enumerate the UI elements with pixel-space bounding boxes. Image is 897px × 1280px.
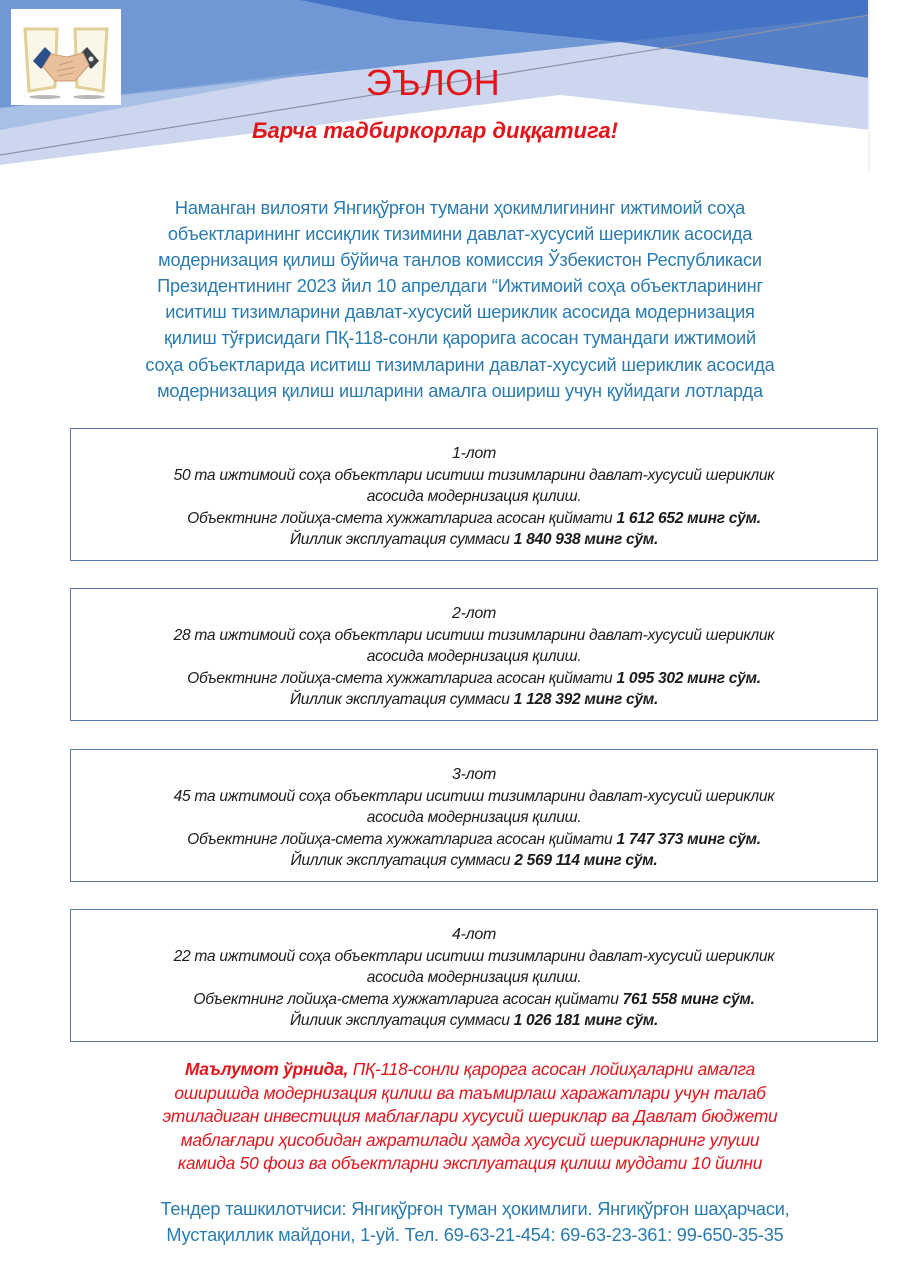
notice-line: Маълумот ўрнида, ПҚ-118-сонли қарорга асосан лойиҳаларни амалга xyxy=(184,1059,756,1079)
lot-description: 28 та ижтимоий соҳа объектлари иситиш тизимларини давлат-хусусий шериклик xyxy=(173,626,775,644)
lot-cost-value: 1 095 302 минг сўм. xyxy=(616,669,761,687)
intro-line: модернизация қилиш бўйича танлов комиссия Ўзбекистон Республикаси xyxy=(158,250,762,271)
footer-line: Мустақиллик майдони, 1-уй. Тел. 69-63-21-454: 69-63-23-361: 99-650-35-35 xyxy=(166,1225,784,1245)
footer-line: Тендер ташкилотчиси: Янгиқўрғон туман ҳокимлиги. Янгиқўрғон шаҳарчаси, xyxy=(160,1199,790,1219)
lot-description: 22 та ижтимоий соҳа объектлари иситиш тизимларини давлат-хусусий шериклик xyxy=(173,947,775,965)
intro-line: иситиш тизимларини давлат-хусусий шериклик асосида модернизация xyxy=(165,302,755,323)
lot-cost-value: 1 612 652 минг сўм. xyxy=(616,509,761,527)
notice-line: этиладиган инвестиция маблағлари хусусий шериклар ва Давлат бюджети xyxy=(162,1106,778,1127)
organizer-contact xyxy=(70,1196,880,1248)
lot-annual-value: 1 128 392 минг сўм. xyxy=(513,691,659,708)
intro-line: соҳа объектларида иситиш тизимларини давлат-хусусий шериклик асосида xyxy=(145,354,775,375)
lot-cost-value: 1 747 373 минг сўм. xyxy=(616,830,761,848)
intro-line: Наманган вилояти Янгиқўрғон тумани ҳокимлигининг ижтимоий соҳа xyxy=(174,198,746,218)
lot-cost: Объектнинг лойиҳа-смета хужжатларига асосан қиймати 1 612 652 минг сўм. xyxy=(187,509,761,527)
lot-card-2 xyxy=(70,588,878,721)
intro-line: Президентининг 2023 йил 10 апрелдаги “Ижтимоий соҳа объектларининг xyxy=(157,276,763,297)
intro-line: модернизация қилиш ишларини амалга ошириш учун қуйидаги лотларда xyxy=(157,380,763,401)
lot-annual: Йиллик эксплуатация суммаси 1 840 938 минг сўм. xyxy=(289,531,659,548)
lot-cost: Объектнинг лойиҳа-смета хужжатларига асосан қиймати 1 095 302 минг сўм. xyxy=(187,669,761,687)
lot-title: 4-лот xyxy=(452,926,496,943)
lot-cost-value: 761 558 минг сўм. xyxy=(622,990,755,1008)
notice-line: маблағлари ҳисобидан ажратилади ҳамда хусусий шерикларнинг улуши xyxy=(180,1129,760,1150)
lot-description: асосида модернизация қилиш. xyxy=(366,648,582,665)
lot-description: асосида модернизация қилиш. xyxy=(366,809,582,826)
lot-card-1 xyxy=(70,428,878,561)
lot-annual: Йиллик эксплуатация суммаси 1 128 392 минг сўм. xyxy=(289,691,659,708)
lot-title: 3-лот xyxy=(452,766,496,783)
lot-card-3 xyxy=(70,749,878,882)
intro-line: объектларининг иссиқлик тизимини давлат-хусусий шериклик асосида xyxy=(167,224,753,245)
lot-cost: Объектнинг лойиҳа-смета хужжатларига асосан қиймати 761 558 минг сўм. xyxy=(193,990,755,1008)
lot-description: 50 та ижтимоий соҳа объектлари иситиш тизимларини давлат-хусусий шериклик xyxy=(173,466,775,484)
lot-description: асосида модернизация қилиш. xyxy=(366,488,582,505)
lot-annual-value: 2 569 114 минг сўм. xyxy=(514,852,658,869)
lot-annual-value: 1 026 181 минг сўм. xyxy=(513,1012,658,1029)
lot-card-4 xyxy=(70,909,878,1042)
notice-line: камида 50 фоиз ва объектларни эксплуатация қилиш муддати 10 йилни xyxy=(177,1153,763,1174)
lot-title: 2-лот xyxy=(452,605,496,622)
lot-annual: Йилиик эксплуатация суммаси 1 026 181 минг сўм. xyxy=(290,1012,658,1029)
lot-annual-value: 1 840 938 минг сўм. xyxy=(513,531,659,548)
page-title: ЭЪЛОН xyxy=(365,62,501,103)
page-subtitle: Барча тадбиркорлар диққатига! xyxy=(251,118,619,143)
notice-paragraph xyxy=(95,1058,845,1176)
lot-annual: Йиллик эксплуатация суммаси 2 569 114 минг сўм. xyxy=(290,852,658,869)
lot-title: 1-лот xyxy=(452,445,496,462)
notice-lead: Маълумот ўрнида, xyxy=(184,1059,349,1079)
intro-line: қилиш тўғрисидаги ПҚ-118-сонли қарорига асосан тумандаги ижтимоий xyxy=(164,328,756,349)
lot-description: асосида модернизация қилиш. xyxy=(366,969,582,986)
notice-line: оширишда модернизация қилиш ва таъмирлаш харажатлари учун талаб xyxy=(174,1082,766,1103)
lot-cost: Объектнинг лойиҳа-смета хужжатларига асосан қиймати 1 747 373 минг сўм. xyxy=(187,830,761,848)
lot-description: 45 та ижтимоий соҳа объектлари иситиш тизимларини давлат-хусусий шериклик xyxy=(173,787,775,805)
intro-paragraph xyxy=(60,195,860,404)
